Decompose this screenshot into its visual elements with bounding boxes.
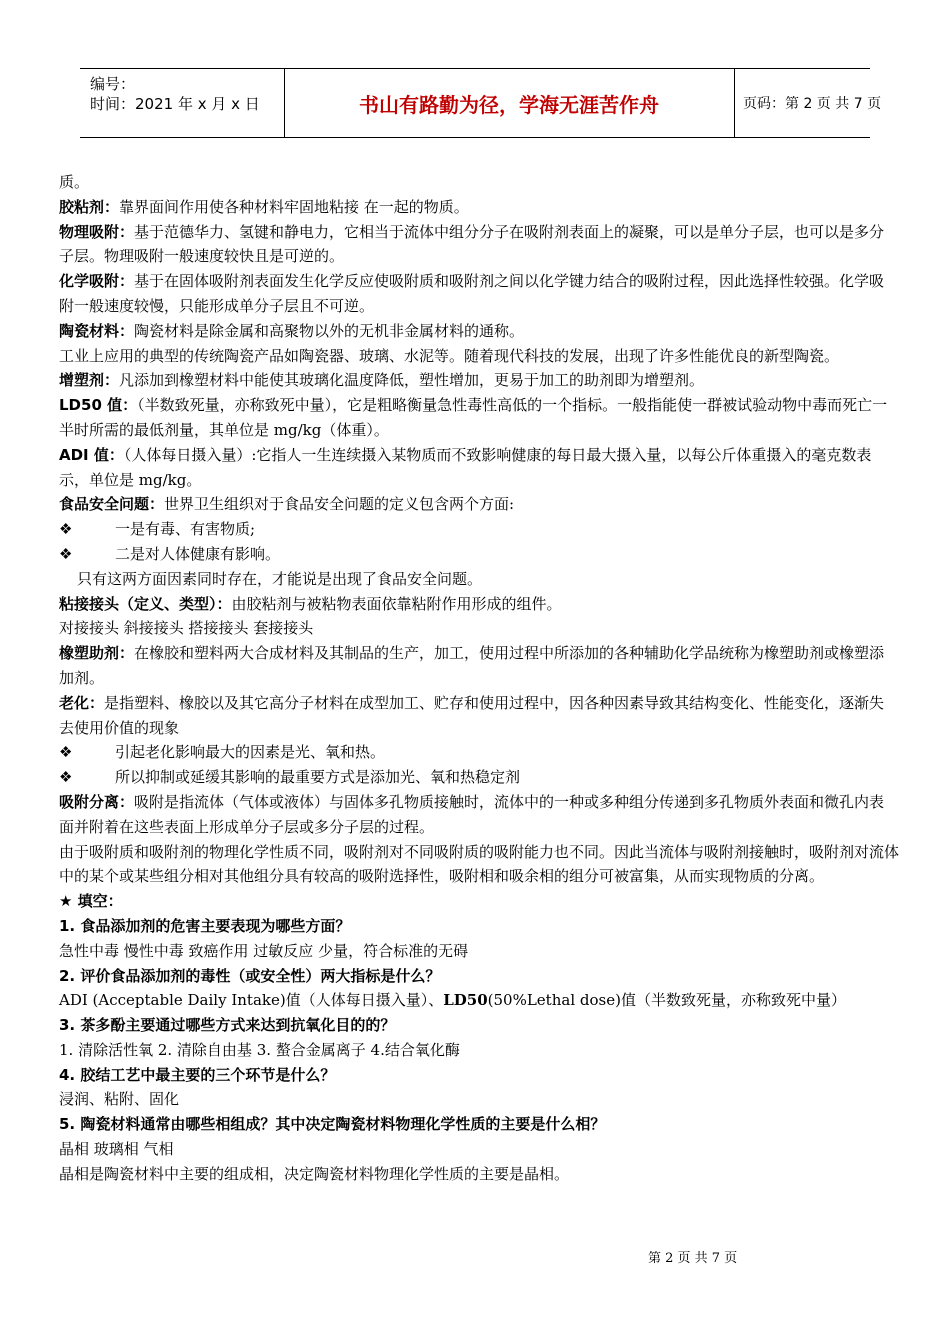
document-number-label: 编号： <box>90 75 136 93</box>
section-heading-fill-in: ★ 填空： <box>59 892 123 911</box>
header-motto: 书山有路勤为径，学海无涯苦作舟 <box>359 92 659 117</box>
page-footer: 第 2 页 共 7 页 <box>648 1251 738 1266</box>
diamond-bullet-icon: ❖ <box>59 768 73 787</box>
list-item-text: 所以抑制或延缓其影响的最重要方式是添加光、氧和热稳定剂 <box>115 768 521 787</box>
list-item <box>59 765 899 790</box>
header-page-info: 页码：第 2 页 共 7 页 <box>743 96 882 112</box>
answer: 浸润、粘附、固化 <box>59 1090 180 1109</box>
term: 粘接接头（定义、类型）： <box>59 594 232 613</box>
term: 食品安全问题： <box>59 495 165 514</box>
answer-part: (50%Lethal dose)值（半数致死量，亦称致死中量） <box>487 991 846 1010</box>
definition-plasticizer <box>59 368 899 393</box>
definition-text: 陶瓷材料是除金属和高聚物以外的无机非金属材料的通称。 <box>134 321 525 340</box>
term: ADI 值： <box>59 445 124 464</box>
definition-text: 基于在固体吸附剂表面发生化学反应使吸附质和吸附剂之间以化学键力结合的吸附过程，因此选择性较强。化学吸附一般速度较慢，只能形成单分子层且不可逆。 <box>59 272 885 315</box>
answer <box>59 988 899 1013</box>
term: 物理吸附： <box>59 222 135 241</box>
definition-text: （半数致死量，亦称致死中量），它是粗略衡量急性毒性高低的一个指标。一般指能使一群被试验动物中毒而死亡一半时所需的最低剂量，其单位是 mg/kg（体重）。 <box>59 396 888 439</box>
definition-text: 吸附是指流体（气体或液体）与固体多孔物质接触时，流体中的一种或多种组分传递到多孔物质外表面和微孔内表面并附着在这些表面上形成单分子层或多分子层的过程。 <box>59 792 885 836</box>
paragraph-joint-types: 对接接头 斜接接头 搭接接头 套接接头 <box>59 619 314 638</box>
term: 老化： <box>59 693 105 712</box>
list-item-text: 一是有毒、有害物质; <box>115 520 256 539</box>
definition-ld50 <box>59 393 899 443</box>
diamond-bullet-icon: ❖ <box>59 544 73 563</box>
definition-adsorption-separation <box>59 790 899 840</box>
header-meta-cell <box>80 69 285 137</box>
definition-adi <box>59 443 899 493</box>
paragraph-adsorption-detail: 由于吸附质和吸附剂的物理化学性质不同，吸附剂对不同吸附质的吸附能力也不同。因此当流体与吸附剂接触时，吸附剂对流体中的某个或某些组分相对其他组分具有较高的吸附选择性，吸附相和吸余相的组分可被富集，从而实现物质的分离。 <box>59 842 900 886</box>
question: 2. 评价食品添加剂的毒性（或安全性）两大指标是什么？ <box>59 966 441 985</box>
list-item <box>59 542 899 567</box>
answer-part: ADI (Acceptable Daily Intake)值（人体每日摄入量）、 <box>59 991 444 1010</box>
definition-text: 基于范德华力、氢键和静电力，它相当于流体中组分分子在吸附剂表面上的凝聚，可以是单分子层，也可以是多分子层。物理吸附一般速度较快且是可逆的。 <box>59 222 885 266</box>
answer: 1. 清除活性氧 2. 清除自由基 3. 螯合金属离子 4.结合氧化酶 <box>59 1040 460 1059</box>
question: 3. 茶多酚主要通过哪些方式来达到抗氧化目的的？ <box>59 1016 396 1035</box>
header-page-cell <box>735 69 882 137</box>
paragraph-food-safety-note: 只有这两方面因素同时存在，才能说是出现了食品安全问题。 <box>77 569 483 588</box>
definition-text: 靠界面间作用使各种材料牢固地粘接 在一起的物质。 <box>119 197 469 216</box>
definition-adhesive-joint <box>59 592 899 617</box>
definition-chemical-adsorption <box>59 269 899 319</box>
document-body <box>59 170 899 1187</box>
header-motto-cell <box>284 69 735 137</box>
term: 橡塑助剂： <box>59 644 135 663</box>
term: 化学吸附： <box>59 272 135 291</box>
answer: 晶相是陶瓷材料中主要的组成相，决定陶瓷材料物理化学性质的主要是晶相。 <box>59 1164 570 1183</box>
answer: 急性中毒 慢性中毒 致癌作用 过敏反应 少量，符合标准的无碍 <box>59 941 469 960</box>
definition-text: 是指塑料、橡胶以及其它高分子材料在成型加工、贮存和使用过程中，因各种因素导致其结构变化、性能变化，逐渐失去使用价值的现象 <box>59 693 885 737</box>
term: 陶瓷材料： <box>59 321 135 340</box>
list-item-text: 二是对人体健康有影响。 <box>115 544 281 563</box>
definition-text: 由胶粘剂与被粘物表面依靠粘附作用形成的组件。 <box>231 594 562 613</box>
definition-rubber-plastic-additives <box>59 641 899 691</box>
definition-food-safety <box>59 492 899 517</box>
definition-text: （人体每日摄入量）:它指人一生连续摄入某物质而不致影响健康的每日最大摄入量，以每公斤体重摄入的毫克数表示，单位是 mg/kg。 <box>59 445 872 489</box>
question: 4. 胶结工艺中最主要的三个环节是什么？ <box>59 1065 336 1084</box>
definition-text: 世界卫生组织对于食品安全问题的定义包含两个方面: <box>164 495 515 514</box>
definition-adhesive <box>59 195 899 220</box>
list-item <box>59 740 899 765</box>
question: 1. 食品添加剂的危害主要表现为哪些方面？ <box>59 916 351 935</box>
paragraph-ceramics-detail: 工业上应用的典型的传统陶瓷产品如陶瓷器、玻璃、水泥等。随着现代科技的发展，出现了许多性能优良的新型陶瓷。 <box>59 346 840 365</box>
definition-physical-adsorption <box>59 220 899 270</box>
definition-text: 在橡胶和塑料两大合成材料及其制品的生产，加工，使用过程中所添加的各种辅助化学品统称为橡塑助剂或橡塑添加剂。 <box>59 644 885 687</box>
diamond-bullet-icon: ❖ <box>59 520 73 539</box>
list-item <box>59 517 899 542</box>
answer: 晶相 玻璃相 气相 <box>59 1140 174 1159</box>
term: 吸附分离： <box>59 792 135 811</box>
paragraph-continuation: 质。 <box>59 173 90 191</box>
term: LD50 值： <box>59 396 138 415</box>
document-time-label: 时间：2021 年 x 月 x 日 <box>90 95 260 113</box>
term: 胶粘剂： <box>59 197 120 216</box>
question: 5. 陶瓷材料通常由哪些相组成？其中决定陶瓷材料物理化学性质的主要是什么相？ <box>59 1115 606 1134</box>
list-item-text: 引起老化影响最大的因素是光、氧和热。 <box>115 743 386 762</box>
definition-ceramics <box>59 319 899 344</box>
term: 增塑剂： <box>59 371 120 390</box>
answer-bold-term: LD50 <box>443 991 488 1010</box>
definition-text: 凡添加到橡塑材料中能使其玻璃化温度降低，塑性增加，更易于加工的助剂即为增塑剂。 <box>119 371 705 390</box>
diamond-bullet-icon: ❖ <box>59 743 73 762</box>
definition-aging <box>59 691 899 741</box>
page-header <box>80 68 882 138</box>
